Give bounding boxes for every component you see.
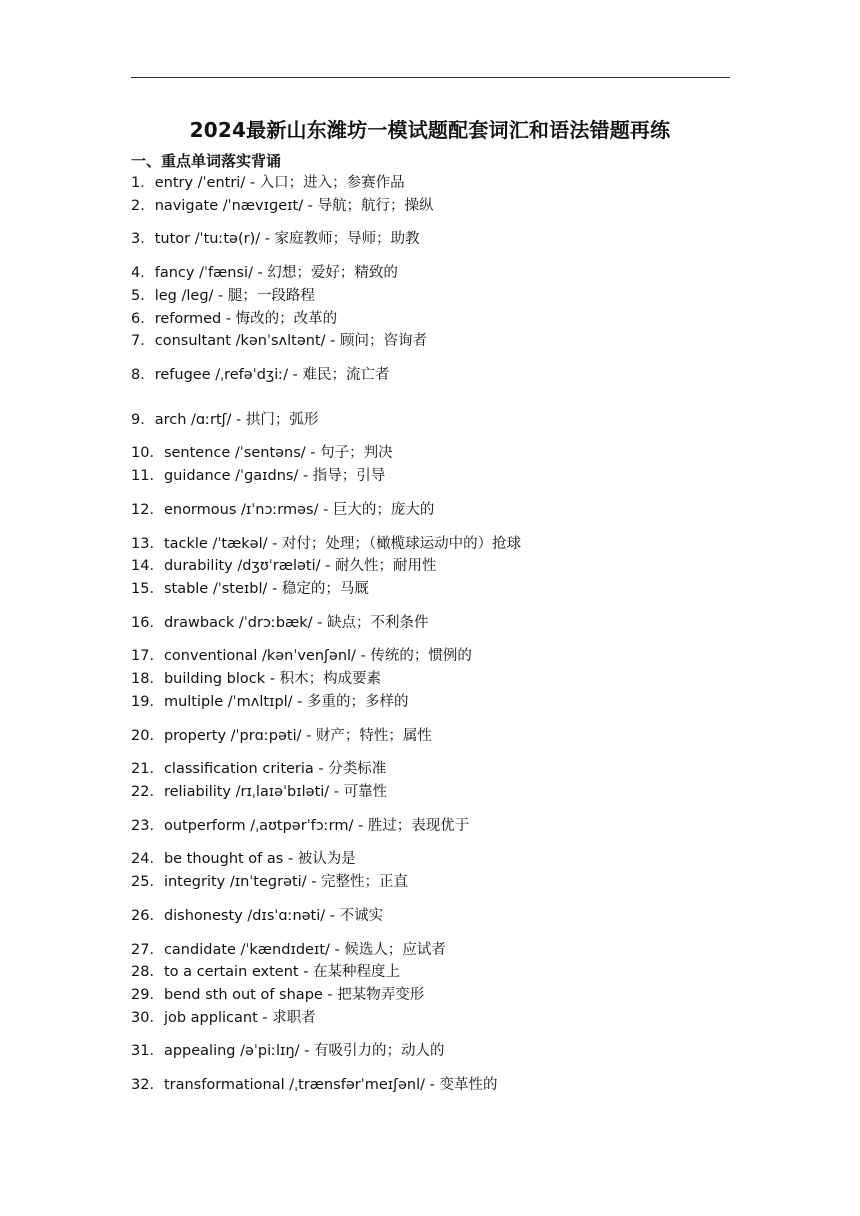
vocab-item [131,443,771,463]
vocab-item [131,556,771,576]
item-number: 28． [131,964,164,980]
item-number: 27． [131,942,164,958]
item-number: 6． [131,311,155,327]
vocab-item [131,1075,771,1095]
vocab-item [131,534,771,554]
vocab-item [131,410,771,430]
item-text: tackle /ˈtækəl/ - 对付；处理；（橄榄球运动中的）抢球 [163,536,522,552]
vocab-item [131,985,771,1005]
item-text: property /ˈprɑːpəti/ - 财产；特性；属性 [163,728,432,744]
item-text: building block - 积木；构成要素 [163,671,382,687]
vocab-item [131,906,771,926]
item-text: arch /ɑːrtʃ/ - 拱门；弧形 [154,412,319,428]
item-text: reliability /rɪˌlaɪəˈbɪləti/ - 可靠性 [163,784,388,800]
vocab-item [131,669,771,689]
item-number: 13． [131,536,164,552]
item-text: tutor /ˈtuːtə(r)/ - 家庭教师；导师；助教 [154,231,420,247]
vocab-item [131,613,771,633]
item-text: sentence /ˈsentəns/ - 句子；判决 [163,445,393,461]
vocab-item [131,263,771,283]
vocab-item [131,309,771,329]
item-number: 11． [131,468,164,484]
item-text: durability /dʒʊˈræləti/ - 耐久性；耐用性 [163,558,437,574]
item-text: integrity /ɪnˈteɡrəti/ - 完整性；正直 [163,874,409,890]
item-number: 9． [131,412,155,428]
vocab-item [131,365,771,385]
vocab-item [131,1041,771,1061]
item-text: candidate /ˈkændɪdeɪt/ - 候选人；应试者 [163,942,446,958]
vocab-item [131,579,771,599]
item-text: consultant /kənˈsʌltənt/ - 顾问；咨询者 [154,333,427,349]
item-number: 4． [131,265,155,281]
item-number: 32． [131,1077,164,1093]
section-heading: 一、重点单词落实背诵 [131,152,282,170]
vocab-item [131,849,771,869]
item-number: 20． [131,728,164,744]
vocab-item [131,782,771,802]
item-number: 10． [131,445,164,461]
item-text: job applicant - 求职者 [163,1010,316,1026]
item-text: classification criteria - 分类标准 [163,761,387,777]
item-number: 31． [131,1043,164,1059]
vocab-item [131,646,771,666]
item-text: stable /ˈsteɪbl/ - 稳定的；马厩 [163,581,369,597]
item-number: 8． [131,367,155,383]
vocab-item [131,759,771,779]
item-number: 29． [131,987,164,1003]
item-number: 30． [131,1010,164,1026]
item-number: 19． [131,694,164,710]
item-text: drawback /ˈdrɔːbæk/ - 缺点；不利条件 [163,615,429,631]
vocab-item [131,196,771,216]
item-number: 14． [131,558,164,574]
item-text: refugee /ˌrefəˈdʒiː/ - 难民；流亡者 [154,367,390,383]
vocab-item [131,500,771,520]
vocab-item [131,229,771,249]
item-number: 24． [131,851,164,867]
vocab-item [131,466,771,486]
item-text: outperform /ˌaʊtpərˈfɔːrm/ - 胜过；表现优于 [163,818,470,834]
item-text: entry /ˈentri/ - 入口；进入；参赛作品 [154,175,405,191]
item-number: 7． [131,333,155,349]
item-text: guidance /ˈɡaɪdns/ - 指导；引导 [163,468,386,484]
vocab-item [131,816,771,836]
vocab-item [131,872,771,892]
item-number: 15． [131,581,164,597]
item-number: 21． [131,761,164,777]
vocab-item [131,331,771,351]
item-number: 1． [131,175,155,191]
item-text: conventional /kənˈvenʃənl/ - 传统的；惯例的 [163,648,472,664]
vocab-item [131,173,771,193]
item-text: multiple /ˈmʌltɪpl/ - 多重的；多样的 [163,694,409,710]
item-text: dishonesty /dɪsˈɑːnəti/ - 不诚实 [163,908,384,924]
item-text: transformational /ˌtrænsfərˈmeɪʃənl/ - 变革性的 [163,1077,498,1093]
item-text: appealing /əˈpiːlɪŋ/ - 有吸引力的；动人的 [163,1043,445,1059]
item-number: 12． [131,502,164,518]
item-text: be thought of as - 被认为是 [163,851,356,867]
item-text: to a certain extent - 在某种程度上 [163,964,401,980]
item-text: leg /leɡ/ - 腿；一段路程 [154,288,315,304]
vocab-item [131,1008,771,1028]
item-text: enormous /ɪˈnɔːrməs/ - 巨大的；庞大的 [163,502,435,518]
item-number: 16． [131,615,164,631]
vocab-item [131,692,771,712]
vocab-item [131,286,771,306]
item-number: 18． [131,671,164,687]
item-number: 26． [131,908,164,924]
item-number: 2． [131,198,155,214]
item-text: bend sth out of shape - 把某物弄变形 [163,987,425,1003]
item-number: 25． [131,874,164,890]
item-number: 5． [131,288,155,304]
item-number: 23． [131,818,164,834]
vocab-item [131,940,771,960]
vocab-item [131,726,771,746]
item-number: 3． [131,231,155,247]
item-number: 17． [131,648,164,664]
item-number: 22． [131,784,164,800]
item-text: navigate /ˈnævɪɡeɪt/ - 导航；航行；操纵 [154,198,434,214]
page-title: 2024最新山东潍坊一模试题配套词汇和语法错题再练 [189,118,671,142]
item-text: fancy /ˈfænsi/ - 幻想；爱好；精致的 [154,265,398,281]
item-text: reformed - 悔改的；改革的 [154,311,338,327]
vocab-item [131,962,771,982]
